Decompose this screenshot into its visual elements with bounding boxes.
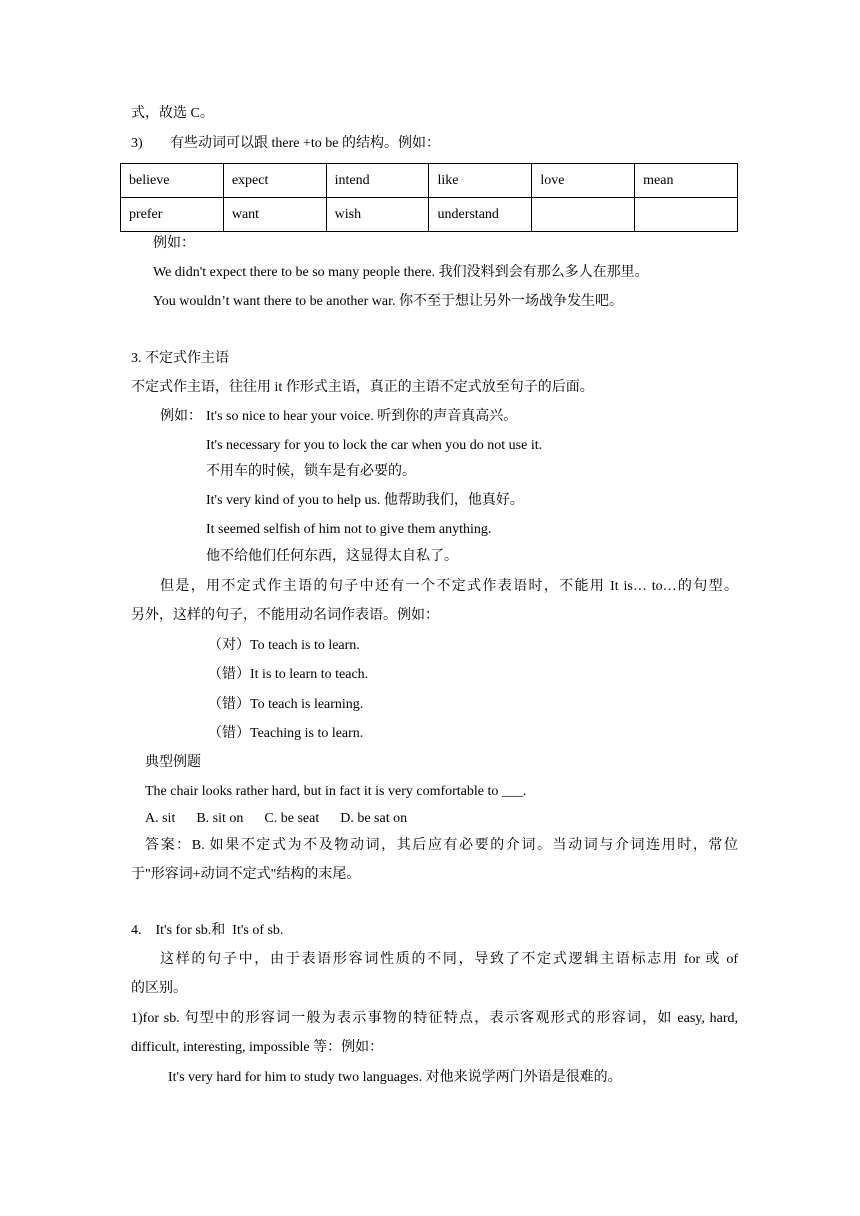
table-cell: understand <box>429 198 532 232</box>
section-heading: 4. It's for sb.和 It's of sb. <box>131 923 284 938</box>
paragraph: 另外，这样的句子，不能用动名词作表语。例如： <box>131 608 439 623</box>
section-heading: 3. 不定式作主语 <box>131 351 229 366</box>
table-cell: love <box>532 164 635 198</box>
example-label: 例如： <box>160 409 202 424</box>
example-sentence: It seemed selfish of him not to give them anything. <box>206 522 492 537</box>
paragraph: 1)for sb. 句型中的形容词一般为表示事物的特征特点，表示客观形式的形容词，如 easy, hard, <box>131 1011 738 1026</box>
table-cell: wish <box>326 198 429 232</box>
table-cell: expect <box>223 164 326 198</box>
paragraph: difficult, interesting, impossible 等：例如： <box>131 1040 384 1055</box>
example-wrong: （错）To teach is learning. <box>208 697 364 712</box>
question-options: A. sit B. sit on C. be seat D. be sat on <box>145 811 408 826</box>
table-cell: like <box>429 164 532 198</box>
paragraph: 这样的句子中，由于表语形容词性质的不同，导致了不定式逻辑主语标志用 for 或 of <box>160 952 738 967</box>
example-sentence: It's necessary for you to lock the car when you do not use it. <box>206 438 543 453</box>
table-cell: want <box>223 198 326 232</box>
table-row <box>121 198 738 232</box>
example-sentence: You wouldn’t want there to be another war. 你不至于想让另外一场战争发生吧。 <box>153 294 623 309</box>
table-row <box>121 164 738 198</box>
table-cell: mean <box>635 164 738 198</box>
example-wrong: （错）Teaching is to learn. <box>208 726 364 741</box>
example-translation: 他不给他们任何东西，这显得太自私了。 <box>206 549 458 564</box>
text-line: 式，故选 C。 <box>131 106 214 121</box>
paragraph: 但是，用不定式作主语的句子中还有一个不定式作表语时，不能用 It is… to…的句型。 <box>160 579 738 594</box>
example-sentence: We didn't expect there to be so many people there. 我们没料到会有那么多人在那里。 <box>153 265 649 280</box>
example-sentence: It's so nice to hear your voice. 听到你的声音真高兴。 <box>206 409 518 424</box>
example-wrong: （错）It is to learn to teach. <box>208 667 369 682</box>
example-translation: 不用车的时候，锁车是有必要的。 <box>206 464 416 479</box>
list-number: 3) <box>131 136 143 151</box>
table-cell: intend <box>326 164 429 198</box>
table-cell <box>532 198 635 232</box>
answer-text: 答案：B. 如果不定式为不及物动词，其后应有必要的介词。当动词与介词连用时，常位 <box>145 838 738 853</box>
question-text: The chair looks rather hard, but in fact it is very comfortable to ___. <box>145 784 527 799</box>
subheading: 典型例题 <box>145 755 201 770</box>
table-cell: prefer <box>121 198 224 232</box>
example-correct: （对）To teach is to learn. <box>208 638 360 653</box>
example-sentence: It's very hard for him to study two languages. 对他来说学两门外语是很难的。 <box>168 1070 622 1085</box>
text-line: 有些动词可以跟 there +to be 的结构。例如： <box>170 136 440 151</box>
paragraph: 不定式作主语，往往用 it 作形式主语，真正的主语不定式放至句子的后面。 <box>131 380 594 395</box>
table-cell <box>635 198 738 232</box>
paragraph: 的区别。 <box>131 981 187 996</box>
text-line: 例如： <box>153 236 195 251</box>
table-cell: believe <box>121 164 224 198</box>
verb-table <box>120 163 738 232</box>
answer-text: 于"形容词+动词不定式"结构的末尾。 <box>131 867 361 882</box>
example-sentence: It's very kind of you to help us. 他帮助我们，他真好。 <box>206 493 524 508</box>
